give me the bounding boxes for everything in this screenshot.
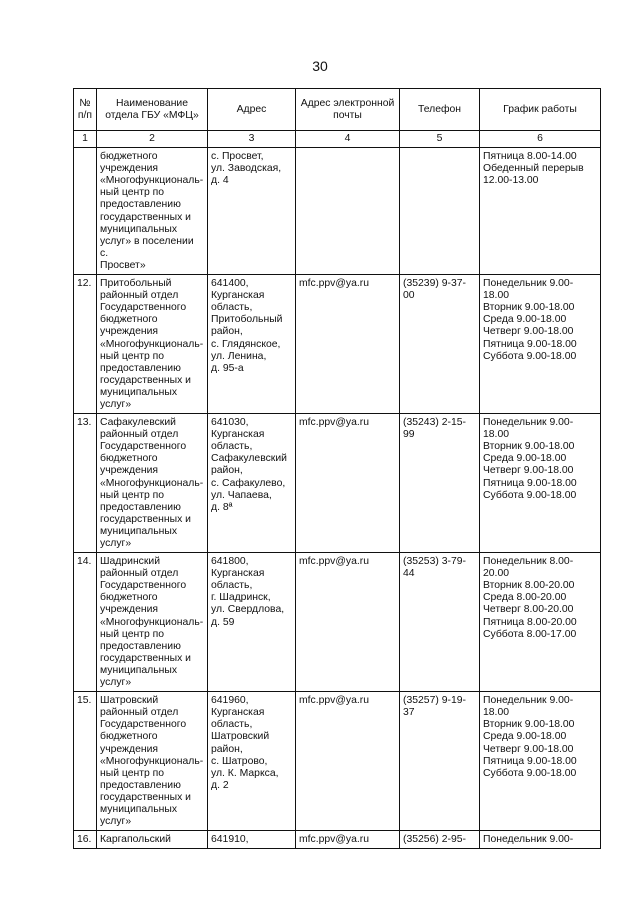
header-address: Адрес: [208, 89, 296, 131]
department-email: mfc.ppv@ya.ru: [296, 275, 400, 414]
department-name: Шатровский районный отдел Государственного бюджетного учреждения «Многофункциональ- ный центр по предоставлению государственных и муниципальных услуг»: [97, 692, 208, 831]
header-schedule: График работы: [480, 89, 601, 131]
department-schedule: Понедельник 9.00- 18.00 Вторник 9.00-18.00 Среда 9.00-18.00 Четверг 9.00-18.00 Пятница 9.00-18.00 Суббота 9.00-18.00: [480, 692, 601, 831]
department-address: с. Просвет, ул. Заводская, д. 4: [208, 148, 296, 275]
department-schedule: Понедельник 8.00- 20.00 Вторник 8.00-20.00 Среда 8.00-20.00 Четверг 8.00-20.00 Пятница 8.00-20.00 Суббота 8.00-17.00: [480, 553, 601, 692]
table-row: [74, 831, 601, 849]
table-row: [74, 148, 601, 275]
department-phone: (35257) 9-19- 37: [400, 692, 480, 831]
department-phone: (35243) 2-15- 99: [400, 414, 480, 553]
column-number-row: [74, 131, 601, 148]
department-phone: (35256) 2-95-: [400, 831, 480, 849]
header-row: [74, 89, 601, 131]
department-email: mfc.ppv@ya.ru: [296, 553, 400, 692]
department-phone: (35253) 3-79- 44: [400, 553, 480, 692]
department-email: [296, 148, 400, 275]
department-name: Сафакулевский районный отдел Государственного бюджетного учреждения «Многофункциональ- ный центр по предоставлению государственных и муниципальных услуг»: [97, 414, 208, 553]
department-name: бюджетного учреждения «Многофункциональ- ный центр по предоставлению государственных и муниципальных услуг» в поселении с. Просвет»: [97, 148, 208, 275]
table-row: [74, 275, 601, 414]
department-address: 641400, Курганская область, Притобольный район, с. Глядянское, ул. Ленина, д. 95-а: [208, 275, 296, 414]
row-number: 16.: [74, 831, 97, 849]
mfc-departments-table: [73, 88, 601, 849]
column-number: 3: [208, 131, 296, 148]
row-number: 13.: [74, 414, 97, 553]
header-email: Адрес электронной почты: [296, 89, 400, 131]
row-number: [74, 148, 97, 275]
header-number: № п/п: [74, 89, 97, 131]
department-phone: [400, 148, 480, 275]
department-name: Каргапольский: [97, 831, 208, 849]
department-schedule: Понедельник 9.00- 18.00 Вторник 9.00-18.00 Среда 9.00-18.00 Четверг 9.00-18.00 Пятница 9.00-18.00 Суббота 9.00-18.00: [480, 414, 601, 553]
column-number: 1: [74, 131, 97, 148]
department-phone: (35239) 9-37- 00: [400, 275, 480, 414]
department-address: 641960, Курганская область, Шатровский район, с. Шатрово, ул. К. Маркса, д. 2: [208, 692, 296, 831]
row-number: 14.: [74, 553, 97, 692]
header-phone: Телефон: [400, 89, 480, 131]
column-number: 5: [400, 131, 480, 148]
table-row: [74, 553, 601, 692]
department-address: 641910,: [208, 831, 296, 849]
row-number: 12.: [74, 275, 97, 414]
department-address: 641800, Курганская область, г. Шадринск, ул. Свердлова, д. 59: [208, 553, 296, 692]
department-email: mfc.ppv@ya.ru: [296, 414, 400, 553]
table-row: [74, 692, 601, 831]
department-email: mfc.ppv@ya.ru: [296, 692, 400, 831]
column-number: 4: [296, 131, 400, 148]
row-number: 15.: [74, 692, 97, 831]
page-number: 30: [312, 58, 328, 74]
department-name: Притобольный районный отдел Государственного бюджетного учреждения «Многофункциональ- ный центр по предоставлению государственных и муниципальных услуг»: [97, 275, 208, 414]
table-row: [74, 414, 601, 553]
department-schedule: Пятница 8.00-14.00 Обеденный перерыв 12.00-13.00: [480, 148, 601, 275]
header-department-name: Наименование отдела ГБУ «МФЦ»: [97, 89, 208, 131]
department-email: mfc.ppv@ya.ru: [296, 831, 400, 849]
column-number: 6: [480, 131, 601, 148]
column-number: 2: [97, 131, 208, 148]
department-address: 641030, Курганская область, Сафакулевский район, с. Сафакулево, ул. Чапаева, д. 8ª: [208, 414, 296, 553]
department-schedule: Понедельник 9.00-: [480, 831, 601, 849]
department-name: Шадринский районный отдел Государственного бюджетного учреждения «Многофункциональ- ный центр по предоставлению государственных и муниципальных услуг»: [97, 553, 208, 692]
department-schedule: Понедельник 9.00- 18.00 Вторник 9.00-18.00 Среда 9.00-18.00 Четверг 9.00-18.00 Пятница 9.00-18.00 Суббота 9.00-18.00: [480, 275, 601, 414]
